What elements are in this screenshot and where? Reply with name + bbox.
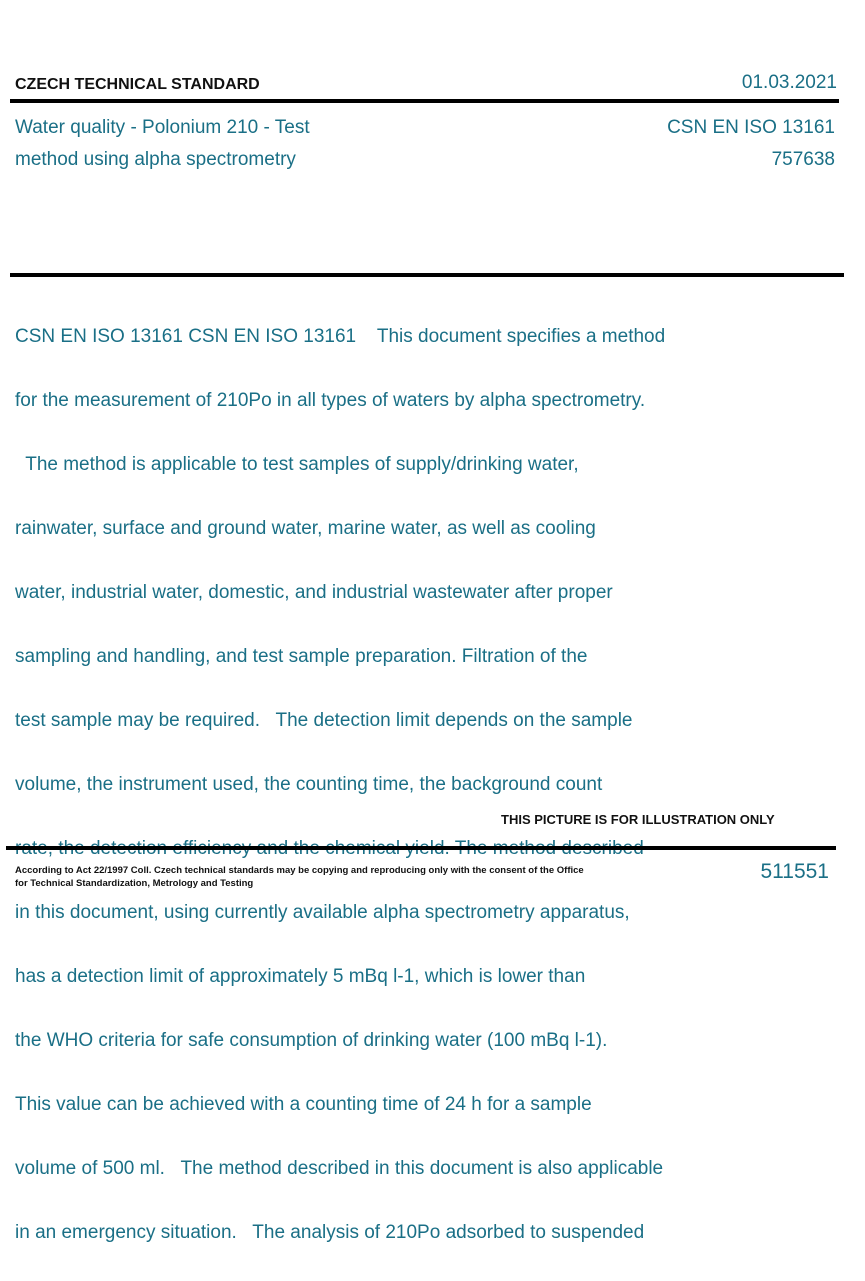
abstract-line: This value can be achieved with a counting time of 24 h for a sample <box>15 1094 592 1115</box>
abstract-line: for the measurement of 210Po in all types of waters by alpha spectrometry. <box>15 390 646 411</box>
document-number: 511551 <box>760 860 829 883</box>
publication-date: 01.03.2021 <box>741 72 837 93</box>
standard-number: 757638 <box>771 149 835 170</box>
illustration-notice: THIS PICTURE IS FOR ILLUSTRATION ONLY <box>501 812 775 827</box>
abstract-line: in this document, using currently available alpha spectrometry apparatus, <box>15 902 630 923</box>
abstract-line: in an emergency situation. The analysis of 210Po adsorbed to suspended <box>15 1222 645 1243</box>
abstract-line: the WHO criteria for safe consumption of drinking water (100 mBq l-1). <box>15 1030 608 1051</box>
legal-notice <box>15 864 615 890</box>
document-type-label: CZECH TECHNICAL STANDARD <box>15 76 260 93</box>
abstract-text <box>15 289 775 1281</box>
abstract-line: test sample may be required. The detection limit depends on the sample <box>15 710 633 731</box>
abstract-line: sampling and handling, and test sample preparation. Filtration of the <box>15 646 588 667</box>
abstract-line: volume, the instrument used, the counting time, the background count <box>15 774 603 795</box>
abstract-line: has a detection limit of approximately 5 mBq l-1, which is lower than <box>15 966 586 987</box>
abstract-line: water, industrial water, domestic, and industrial wastewater after proper <box>15 582 613 603</box>
legal-notice-line: for Technical Standardization, Metrology and Testing <box>15 878 254 889</box>
abstract-line: volume of 500 ml. The method described in this document is also applicable <box>15 1158 664 1179</box>
title-line-1: Water quality - Polonium 210 - Test <box>15 117 310 138</box>
standard-code: CSN EN ISO 13161 <box>667 117 835 138</box>
abstract-line: The method is applicable to test samples of supply/drinking water, <box>15 454 579 475</box>
abstract-line: rainwater, surface and ground water, marine water, as well as cooling <box>15 518 596 539</box>
footer-divider <box>6 846 836 850</box>
title-divider <box>10 273 844 277</box>
title-line-2: method using alpha spectrometry <box>15 149 296 170</box>
header-divider <box>10 99 839 103</box>
abstract-line: CSN EN ISO 13161 CSN EN ISO 13161 This document specifies a method <box>15 326 666 347</box>
legal-notice-line: According to Act 22/1997 Coll. Czech technical standards may be copying and reproducing only with the consent of the Office <box>15 865 584 876</box>
